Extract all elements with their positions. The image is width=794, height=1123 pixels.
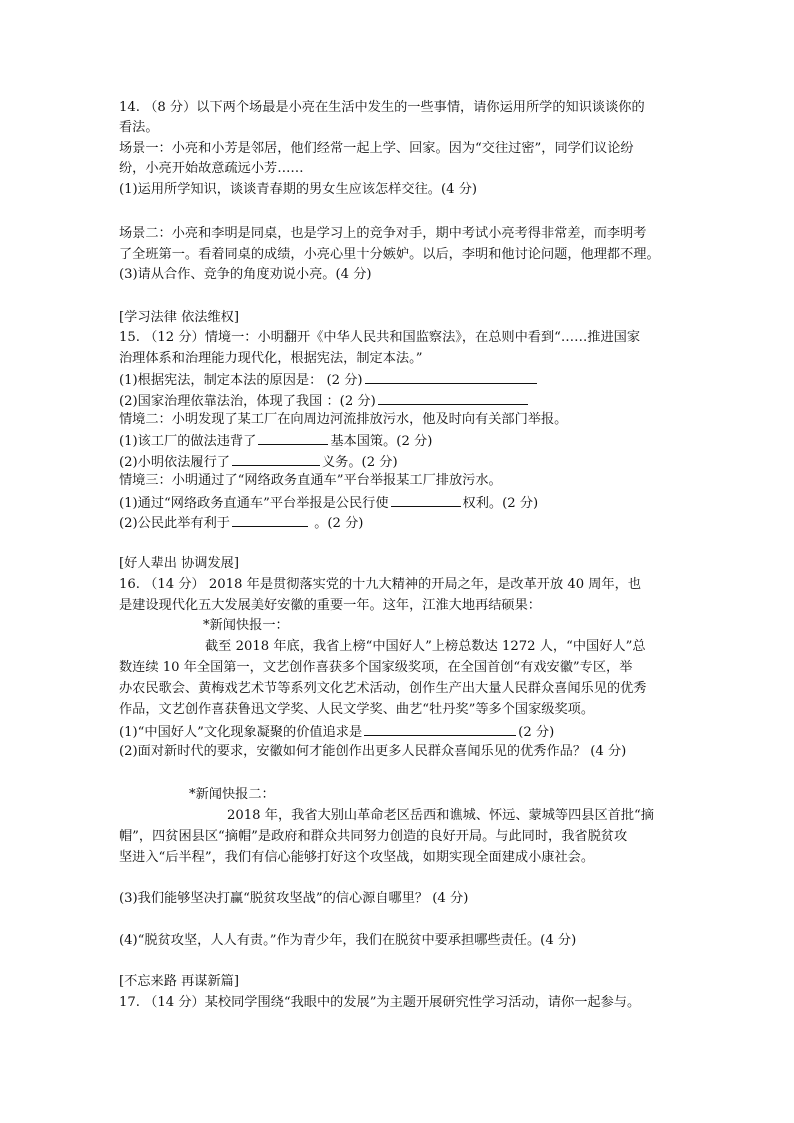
q16-news1-line-4: 作品，文艺创作喜获鲁迅文学奖、人民文学奖、曲艺“牡丹奖”等多个国家级奖项。 [119,702,595,717]
q14-line-2: 看法。 [119,120,159,135]
answer-blank[interactable] [258,430,328,445]
q16-sub2: (2)面对新时代的要求，安徽如何才能创作出更多人民群众喜闻乐见的优秀作品？ (4 分) [119,744,627,759]
q14-scene1-line-2: 纷，小亮开始故意疏远小芳…… [119,161,304,176]
answer-blank[interactable] [232,451,320,466]
q15-sub2 [119,390,528,412]
q15-sub2-text: (2)国家治理依靠法治，体现了我国 ：(2 分) [119,394,376,409]
q15-sub1-text: (1)根据宪法，制定本法的原因是： (2 分) [119,373,363,388]
q16-line-1: 16. （14 分） 2018 年是贯彻落实党的十九大精神的开局之年，是改革开放 40 周年，也 [119,577,642,592]
q16-sub1 [119,721,554,743]
q15-scene3-sub2-tail: 。(2 分) [310,516,364,531]
q15-scene2-sub1-text: (1)该工厂的做法违背了 [119,434,257,449]
q15-scene3: 情境三：小明通过了“网络政务直通车”平台举报某工厂排放污水。 [119,473,502,488]
q15-scene2-sub2-text: (2)小明依法履行了 [119,455,230,470]
answer-blank[interactable] [365,369,537,384]
q16-line-2: 是建设现代化五大发展美好安徽的重要一年。这年，江淮大地再结硕果： [119,598,541,613]
q15-scene3-sub1-tail: 权利。(2 分) [462,496,539,511]
q15-scene3-sub2 [119,512,363,534]
q15-scene3-sub1 [119,492,538,514]
q15-scene2-sub1 [119,430,432,452]
q16-news2-line-1: 2018 年，我省大别山革命老区岳西和谯城、怀远、蒙城等四县区首批“摘 [227,808,654,823]
q14-scene2-line-1: 场景二：小亮和李明是同桌，也是学习上的竞争对手，期中考试小亮考得非常差，而李明考 [119,226,647,241]
q15-line-1: 15. （12 分）情境一：小明翻开《中华人民共和国监察法》，在总则中看到“……推进国家 [119,330,641,345]
q16-sub1-tail: (2 分) [518,725,555,740]
q15-scene3-sub1-text: (1)通过“网络政务直通车”平台举报是公民行使 [119,496,389,511]
answer-blank[interactable] [232,512,308,527]
q16-sub1-text: (1)“中国好人”文化现象凝聚的价值追求是 [119,725,363,740]
q14-scene1-line-1: 场景一：小亮和小芳是邻居，他们经常一起上学、回家。因为“交往过密”，同学们议论纷 [119,141,634,156]
answer-blank[interactable] [391,492,461,507]
section-heading-development: [不忘来路 再谋新篇] [119,974,239,989]
q15-scene2-sub1-tail: 基本国策。(2 分) [330,434,433,449]
q16-news1-heading: *新闻快报一： [203,618,289,633]
answer-blank[interactable] [364,721,516,736]
q15-line-2: 治理体系和治理能力现代化，根据宪法，制定本法。” [119,351,423,366]
q15-scene2-sub2-tail: 义务。(2 分) [322,455,398,470]
q16-news1-line-2: 数连续 10 年全国第一，文艺创作喜获多个国家级奖项，在全国首创“有戏安徽”专区，举 [119,660,633,675]
q16-news2-heading: *新闻快报二： [189,787,275,802]
q15-sub1 [119,369,537,391]
answer-blank[interactable] [378,390,528,405]
q16-sub3: (3)我们能够坚决打赢“脱贫攻坚战”的信心源自哪里？ (4 分) [119,891,469,906]
q17-line-1: 17. （14 分）某校同学围绕“我眼中的发展”为主题开展研究性学习活动，请你一起参与。 [119,995,641,1010]
q14-line-1: 14. （8 分）以下两个场最是小亮在生活中发生的一些事情，请你运用所学的知识谈谈你的 [119,100,645,115]
q15-scene3-sub2-text: (2)公民此举有利于 [119,516,230,531]
section-heading-law: [学习法律 依法维权] [119,310,239,325]
q16-news2-line-3: 坚进入“后半程”，我们有信心能够打好这个攻坚战，如期实现全面建成小康社会。 [119,850,595,865]
q16-news1-line-3: 办农民歌会、黄梅戏艺术节等系列文化艺术活动，创作生产出大量人民群众喜闻乐见的优秀 [119,681,647,696]
q14-sub3: (3)请从合作、竞争的角度劝说小亮。(4 分) [119,267,372,282]
q14-sub1: (1)运用所学知识，谈谈青春期的男女生应该怎样交往。(4 分) [119,182,478,197]
q15-scene2: 情境二：小明发现了某工厂在向周边河流排放污水，他及时向有关部门举报。 [119,412,568,427]
q16-sub4: (4)“脱贫攻坚，人人有责。”作为青少年，我们在脱贫中要承担哪些责任。(4 分) [119,933,577,948]
q16-news2-line-2: 帽”，四贫困县区“摘帽”是政府和群众共同努力创造的良好开局。与此同时，我省脱贫攻 [119,829,628,844]
section-heading-good-people: [好人辈出 协调发展] [119,556,239,571]
q14-scene2-line-2: 了全班第一。看着同桌的成绩，小亮心里十分嫉妒。以后，李明和他讨论问题，他理都不理。 [119,247,660,262]
q15-scene2-sub2 [119,451,398,473]
q16-news1-line-1: 截至 2018 年底，我省上榜“中国好人”上榜总数达 1272 人，“中国好人”总 [205,639,646,654]
